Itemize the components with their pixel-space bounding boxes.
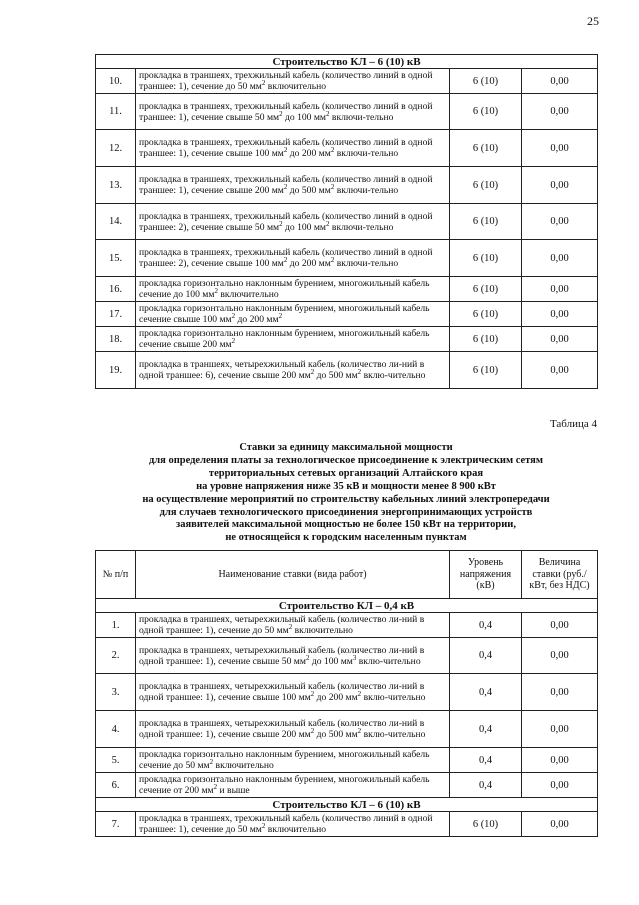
row-number: 18.: [96, 327, 136, 352]
row-description: прокладка в траншеях, трехжильный кабель (количество линий в одной траншее: 1), сечение до 50 $мм^2$ включительно: [136, 812, 450, 837]
row-number: 10.: [96, 69, 136, 94]
row-number: 19.: [96, 352, 136, 389]
row-rate: 0,00: [522, 352, 598, 389]
row-number: 5.: [96, 748, 136, 773]
header-num: № п/п: [96, 551, 136, 599]
row-voltage: 6 (10): [450, 812, 522, 837]
table-row: [96, 711, 598, 748]
table-title: [60, 442, 632, 545]
title-line: заявителей максимальной мощностью не более 150 кВт на территории,: [176, 519, 516, 531]
title-line: Ставки за единицу максимальной мощности: [239, 442, 453, 453]
row-description: прокладка в траншеях, трехжильный кабель (количество линий в одной траншее: 1), сечение свыше 100 $мм^2$ до 200 $мм^2$ включи-тельно: [136, 130, 450, 167]
row-rate: 0,00: [522, 302, 598, 327]
row-voltage: 6 (10): [450, 352, 522, 389]
title-line: на уровне напряжения ниже 35 кВ и мощности менее 8 900 кВт: [196, 480, 496, 492]
table-row: [96, 94, 598, 130]
table-row: [96, 204, 598, 240]
table-row: [96, 327, 598, 352]
row-voltage: 6 (10): [450, 204, 522, 240]
row-voltage: 6 (10): [450, 327, 522, 352]
row-number: 14.: [96, 204, 136, 240]
rates-table-continued-body: [96, 55, 598, 389]
table-row: [96, 613, 598, 638]
rates-table-4: [95, 550, 598, 837]
table-row: [96, 773, 598, 798]
row-voltage: 0,4: [450, 674, 522, 711]
row-description: прокладка в траншеях, четырехжильный кабель (количество ли-ний в одной траншее: 1), сечение свыше 200 $мм^2$ до 500 $мм^2$ вклю-чительно: [136, 711, 450, 748]
table-row: [96, 130, 598, 167]
row-rate: 0,00: [522, 167, 598, 204]
row-voltage: 6 (10): [450, 94, 522, 130]
row-rate: 0,00: [522, 204, 598, 240]
row-description: прокладка горизонтально наклонным бурением, многожильный кабель сечение от 200 $мм^2$ и выше: [136, 773, 450, 798]
title-line: для случаев технологического присоединения энергопринимающих устройств: [159, 506, 533, 518]
row-rate: 0,00: [522, 773, 598, 798]
row-voltage: 0,4: [450, 773, 522, 798]
row-voltage: 6 (10): [450, 277, 522, 302]
header-name: Наименование ставки (вида работ): [136, 551, 450, 599]
row-number: 13.: [96, 167, 136, 204]
row-description: прокладка в траншеях, четырехжильный кабель (количество ли-ний в одной траншее: 6), сечение свыше 200 $мм^2$ до 500 $мм^2$ вклю-чительно: [136, 352, 450, 389]
row-voltage: 6 (10): [450, 167, 522, 204]
section-header-row: [96, 55, 598, 69]
row-description: прокладка в траншеях, трехжильный кабель (количество линий в одной траншее: 1), сечение свыше 50 $мм^2$ до 100 $мм^2$ включи-тельно: [136, 94, 450, 130]
row-description: прокладка в траншеях, трехжильный кабель (количество линий в одной траншее: 1), сечение свыше 200 $мм^2$ до 500 $мм^2$ включи-тельно: [136, 167, 450, 204]
table-row: [96, 240, 598, 277]
table-header-row: [96, 551, 598, 599]
table-row: [96, 674, 598, 711]
table-row: [96, 638, 598, 674]
row-voltage: 6 (10): [450, 130, 522, 167]
row-voltage: 6 (10): [450, 240, 522, 277]
title-line: территориальных сетевых организаций Алтайского края: [208, 467, 484, 479]
row-number: 3.: [96, 674, 136, 711]
row-number: 16.: [96, 277, 136, 302]
table-row: [96, 748, 598, 773]
row-voltage: 0,4: [450, 613, 522, 638]
row-number: 7.: [96, 812, 136, 837]
row-number: 6.: [96, 773, 136, 798]
row-rate: 0,00: [522, 711, 598, 748]
row-rate: 0,00: [522, 613, 598, 638]
table-row: [96, 352, 598, 389]
row-voltage: 6 (10): [450, 69, 522, 94]
row-rate: 0,00: [522, 277, 598, 302]
row-rate: 0,00: [522, 94, 598, 130]
row-description: прокладка горизонтально наклонным бурением, многожильный кабель сечение свыше 100 $мм^2$ до 200 $мм^2$: [136, 302, 450, 327]
row-voltage: 6 (10): [450, 302, 522, 327]
row-rate: 0,00: [522, 748, 598, 773]
rates-table-continued: [95, 54, 598, 389]
table-row: [96, 277, 598, 302]
row-description: прокладка в траншеях, четырехжильный кабель (количество ли-ний в одной траншее: 1), сечение свыше 50 $мм^2$ до 100 $мм^3$ вклю-чительно: [136, 638, 450, 674]
title-line: на осуществление мероприятий по строительству кабельных линий электропередачи: [142, 493, 550, 505]
table-row: [96, 302, 598, 327]
title-line: для определения платы за технологическое присоединение к электрическим сетям: [148, 454, 544, 466]
row-number: 12.: [96, 130, 136, 167]
row-rate: 0,00: [522, 674, 598, 711]
header-rate: Величина ставки (руб./кВт, без НДС): [522, 551, 598, 599]
row-number: 15.: [96, 240, 136, 277]
section-title: Строительство КЛ – 0,4 кВ: [96, 599, 598, 613]
table-row: [96, 167, 598, 204]
row-number: 2.: [96, 638, 136, 674]
table-row: [96, 69, 598, 94]
row-rate: 0,00: [522, 638, 598, 674]
row-description: прокладка в траншеях, четырехжильный кабель (количество ли-ний в одной траншее: 1), сечение до 50 $мм^2$ включительно: [136, 613, 450, 638]
row-number: 17.: [96, 302, 136, 327]
row-rate: 0,00: [522, 130, 598, 167]
table-row: [96, 812, 598, 837]
row-voltage: 0,4: [450, 748, 522, 773]
row-voltage: 0,4: [450, 638, 522, 674]
row-rate: 0,00: [522, 812, 598, 837]
row-description: прокладка в траншеях, трехжильный кабель (количество линий в одной траншее: 2), сечение свыше 100 $мм^2$ до 200 $мм^2$ включи-тельно: [136, 240, 450, 277]
row-number: 11.: [96, 94, 136, 130]
row-description: прокладка в траншеях, трехжильный кабель (количество линий в одной траншее: 1), сечение до 50 $мм^2$ включительно: [136, 69, 450, 94]
row-rate: 0,00: [522, 240, 598, 277]
row-description: прокладка горизонтально наклонным бурением, многожильный кабель сечение свыше 200 $мм^2$: [136, 327, 450, 352]
row-rate: 0,00: [522, 69, 598, 94]
row-number: 1.: [96, 613, 136, 638]
row-rate: 0,00: [522, 327, 598, 352]
section-header-row: [96, 599, 598, 613]
section-title: Строительство КЛ – 6 (10) кВ: [96, 798, 598, 812]
row-description: прокладка горизонтально наклонным бурением, многожильный кабель сечение до 50 $мм^2$ включительно: [136, 748, 450, 773]
page-number: 25: [587, 14, 599, 28]
title-line: не относящейся к городским населенным пунктам: [225, 532, 467, 544]
section-header-row: [96, 798, 598, 812]
row-voltage: 0,4: [450, 711, 522, 748]
row-description: прокладка в траншеях, четырехжильный кабель (количество ли-ний в одной траншее: 1), сечение свыше 100 $мм^2$ до 200 $мм^2$ вклю-чительно: [136, 674, 450, 711]
row-description: прокладка горизонтально наклонным бурением, многожильный кабель сечение до 100 $мм^2$ включительно: [136, 277, 450, 302]
table-label: Таблица 4: [549, 418, 597, 430]
rates-table-4-body: [96, 599, 598, 837]
row-number: 4.: [96, 711, 136, 748]
row-description: прокладка в траншеях, трехжильный кабель (количество линий в одной траншее: 2), сечение свыше 50 $мм^2$ до 100 $мм^2$ включи-тельно: [136, 204, 450, 240]
section-title: Строительство КЛ – 6 (10) кВ: [96, 55, 598, 69]
header-voltage: Уровень напряжения (кВ): [450, 551, 522, 599]
